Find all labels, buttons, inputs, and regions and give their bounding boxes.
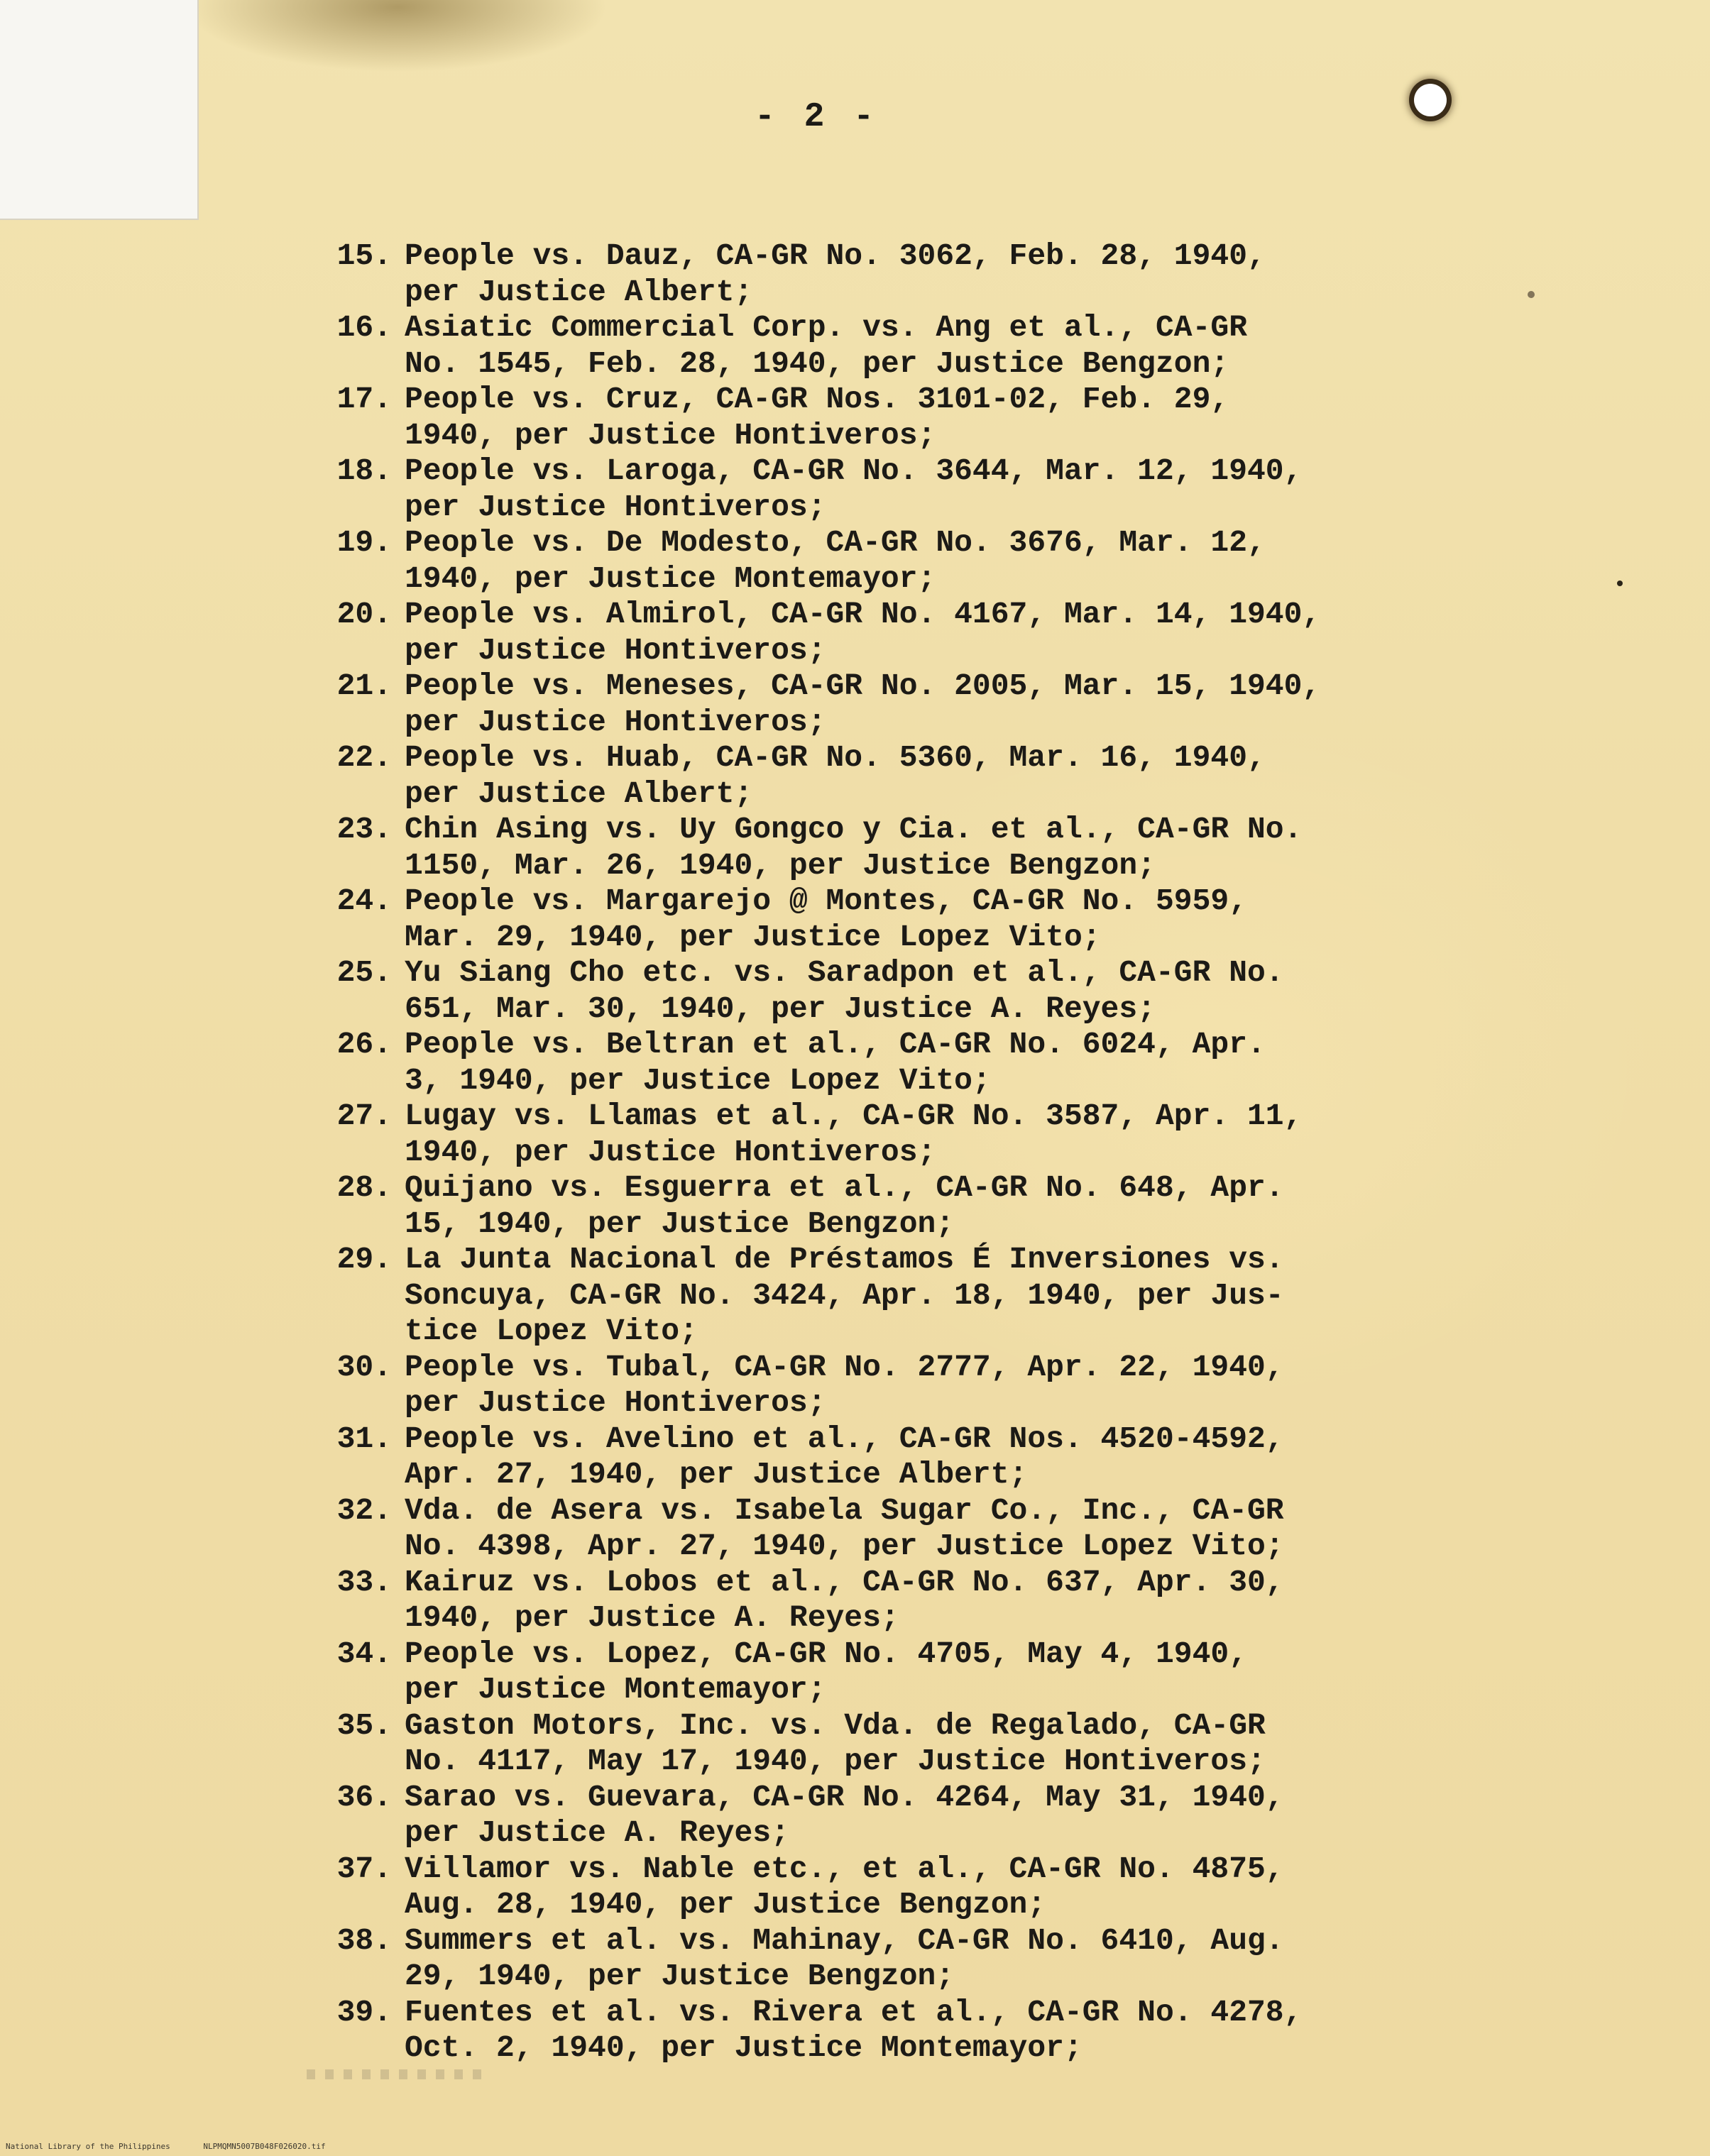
- entry-line: People vs. Meneses, CA-GR No. 2005, Mar. 15, 1940,: [405, 669, 1321, 703]
- citation-list: [312, 238, 1576, 2067]
- entry-line: Vda. de Asera vs. Isabela Sugar Co., Inc., CA-GR: [405, 1492, 1284, 1528]
- entry-line: tice Lopez Vito;: [405, 1314, 698, 1348]
- entry-line: per Justice Hontiveros;: [405, 704, 826, 739]
- punch-hole: [1414, 84, 1447, 116]
- entry-line: People vs. Huab, CA-GR No. 5360, Mar. 16, 1940,: [405, 740, 1266, 775]
- entry-number: 32.: [336, 1492, 392, 1528]
- list-item: [312, 1099, 1576, 1170]
- entry-line: Kairuz vs. Lobos et al., CA-GR No. 637, Apr. 30,: [405, 1564, 1284, 1600]
- entry-line: People vs. Margarejo @ Montes, CA-GR No. 5959,: [405, 884, 1247, 918]
- entry-line: per Justice Hontiveros;: [405, 489, 826, 524]
- entry-number: 15.: [336, 238, 392, 273]
- entry-line: per Justice Montemayor;: [405, 1672, 826, 1707]
- entry-number: 33.: [336, 1564, 392, 1600]
- list-item: [312, 1027, 1576, 1099]
- entry-number: 37.: [336, 1851, 392, 1886]
- entry-number: 31.: [336, 1421, 392, 1456]
- list-item: [312, 1242, 1576, 1350]
- entry-number: 22.: [336, 740, 392, 775]
- entry-number: 17.: [336, 382, 392, 417]
- entry-line: Asiatic Commercial Corp. vs. Ang et al., CA-GR: [405, 310, 1247, 345]
- entry-line: Chin Asing vs. Uy Gongco y Cia. et al., CA-GR No.: [405, 812, 1303, 847]
- list-item: [312, 1493, 1576, 1565]
- entry-line: People vs. Avelino et al., CA-GR Nos. 4520-4592,: [405, 1421, 1284, 1456]
- entry-line: per Justice Albert;: [405, 274, 753, 309]
- entry-line: No. 4398, Apr. 27, 1940, per Justice Lopez Vito;: [405, 1529, 1284, 1563]
- entry-line: Soncuya, CA-GR No. 3424, Apr. 18, 1940, per Jus-: [405, 1277, 1284, 1313]
- entry-line: 1940, per Justice A. Reyes;: [405, 1600, 899, 1635]
- entry-line: per Justice Hontiveros;: [405, 1385, 826, 1420]
- list-item: [312, 382, 1576, 453]
- entry-number: 26.: [336, 1027, 392, 1062]
- entry-line: People vs. Laroga, CA-GR No. 3644, Mar. 12, 1940,: [405, 453, 1303, 488]
- entry-line: People vs. Dauz, CA-GR No. 3062, Feb. 28, 1940,: [405, 238, 1266, 273]
- entry-line: Yu Siang Cho etc. vs. Saradpon et al., CA-GR No.: [405, 955, 1284, 990]
- entry-line: 651, Mar. 30, 1940, per Justice A. Reyes;: [405, 991, 1156, 1026]
- footer-library: National Library of the Philippines: [6, 2142, 170, 2151]
- list-item: [312, 310, 1576, 382]
- entry-line: 1940, per Justice Montemayor;: [405, 561, 936, 596]
- entry-line: Fuentes et al. vs. Rivera et al., CA-GR No. 4278,: [405, 1994, 1303, 2030]
- list-item: [312, 740, 1576, 812]
- entry-number: 29.: [336, 1242, 392, 1277]
- entry-line: per Justice Hontiveros;: [405, 632, 826, 668]
- entry-line: La Junta Nacional de Préstamos É Inversiones vs.: [405, 1242, 1284, 1277]
- entry-line: People vs. Cruz, CA-GR Nos. 3101-02, Feb. 29,: [405, 382, 1229, 417]
- list-item: [312, 669, 1576, 740]
- list-item: [312, 1565, 1576, 1637]
- entry-number: 38.: [336, 1923, 392, 1958]
- entry-line: People vs. Almirol, CA-GR No. 4167, Mar. 14, 1940,: [405, 597, 1321, 632]
- entry-number: 21.: [336, 669, 392, 703]
- entry-line: People vs. De Modesto, CA-GR No. 3676, Mar. 12,: [405, 525, 1266, 560]
- entry-line: People vs. Lopez, CA-GR No. 4705, May 4, 1940,: [405, 1636, 1247, 1671]
- list-item: [312, 955, 1576, 1027]
- entry-number: 23.: [336, 812, 392, 847]
- entry-number: 24.: [336, 884, 392, 918]
- entry-number: 39.: [336, 1994, 392, 2030]
- list-item: [312, 597, 1576, 669]
- list-item: [312, 812, 1576, 884]
- entry-number: 30.: [336, 1349, 392, 1385]
- entry-number: 28.: [336, 1170, 392, 1205]
- list-item: [312, 453, 1576, 525]
- list-item: [312, 1852, 1576, 1923]
- entry-line: 1150, Mar. 26, 1940, per Justice Bengzon;: [405, 847, 1156, 883]
- entry-line: Aug. 28, 1940, per Justice Bengzon;: [405, 1887, 1046, 1922]
- entry-line: Summers et al. vs. Mahinay, CA-GR No. 6410, Aug.: [405, 1923, 1284, 1958]
- entry-line: per Justice Albert;: [405, 776, 753, 811]
- entry-line: 1940, per Justice Hontiveros;: [405, 1134, 936, 1170]
- entry-line: 3, 1940, per Justice Lopez Vito;: [405, 1062, 991, 1098]
- entry-number: 34.: [336, 1636, 392, 1671]
- scan-footer: [6, 2142, 354, 2151]
- entry-number: 18.: [336, 453, 392, 488]
- entry-number: 20.: [336, 597, 392, 632]
- list-item: [312, 1780, 1576, 1852]
- entry-line: 29, 1940, per Justice Bengzon;: [405, 1959, 955, 1993]
- entry-line: Oct. 2, 1940, per Justice Montemayor;: [405, 2030, 1083, 2065]
- entry-number: 19.: [336, 525, 392, 560]
- faint-smudge: [307, 2069, 484, 2079]
- entry-line: Lugay vs. Llamas et al., CA-GR No. 3587, Apr. 11,: [405, 1099, 1303, 1133]
- list-item: [312, 1350, 1576, 1421]
- entry-line: People vs. Tubal, CA-GR No. 2777, Apr. 22, 1940,: [405, 1349, 1284, 1385]
- list-item: [312, 884, 1576, 955]
- footer-file: NLPMQMN5007B048F026020.tif: [203, 2142, 326, 2151]
- entry-line: Apr. 27, 1940, per Justice Albert;: [405, 1457, 1028, 1492]
- entry-line: Villamor vs. Nable etc., et al., CA-GR No. 4875,: [405, 1851, 1284, 1886]
- entry-line: Gaston Motors, Inc. vs. Vda. de Regalado, CA-GR: [405, 1707, 1266, 1743]
- list-item: [312, 525, 1576, 597]
- entry-number: 36.: [336, 1779, 392, 1815]
- entry-number: 35.: [336, 1707, 392, 1743]
- list-item: [312, 1995, 1576, 2067]
- page-number: - 2 -: [754, 98, 879, 136]
- list-item: [312, 1637, 1576, 1708]
- list-item: [312, 1923, 1576, 1995]
- entry-line: No. 1545, Feb. 28, 1940, per Justice Bengzon;: [405, 346, 1229, 381]
- entry-line: 15, 1940, per Justice Bengzon;: [405, 1206, 955, 1241]
- list-item: [312, 1708, 1576, 1780]
- entry-line: per Justice A. Reyes;: [405, 1815, 789, 1850]
- margin-dot: [1617, 581, 1623, 586]
- entry-line: 1940, per Justice Hontiveros;: [405, 417, 936, 453]
- entry-line: No. 4117, May 17, 1940, per Justice Hontiveros;: [405, 1744, 1266, 1778]
- entry-line: People vs. Beltran et al., CA-GR No. 6024, Apr.: [405, 1027, 1266, 1062]
- list-item: [312, 238, 1576, 310]
- entry-line: Sarao vs. Guevara, CA-GR No. 4264, May 31, 1940,: [405, 1779, 1284, 1815]
- entry-number: 16.: [336, 310, 392, 345]
- entry-number: 25.: [336, 955, 392, 990]
- entry-line: Mar. 29, 1940, per Justice Lopez Vito;: [405, 919, 1101, 955]
- entry-number: 27.: [336, 1099, 392, 1133]
- list-item: [312, 1421, 1576, 1493]
- entry-line: Quijano vs. Esguerra et al., CA-GR No. 648, Apr.: [405, 1170, 1284, 1205]
- list-item: [312, 1170, 1576, 1242]
